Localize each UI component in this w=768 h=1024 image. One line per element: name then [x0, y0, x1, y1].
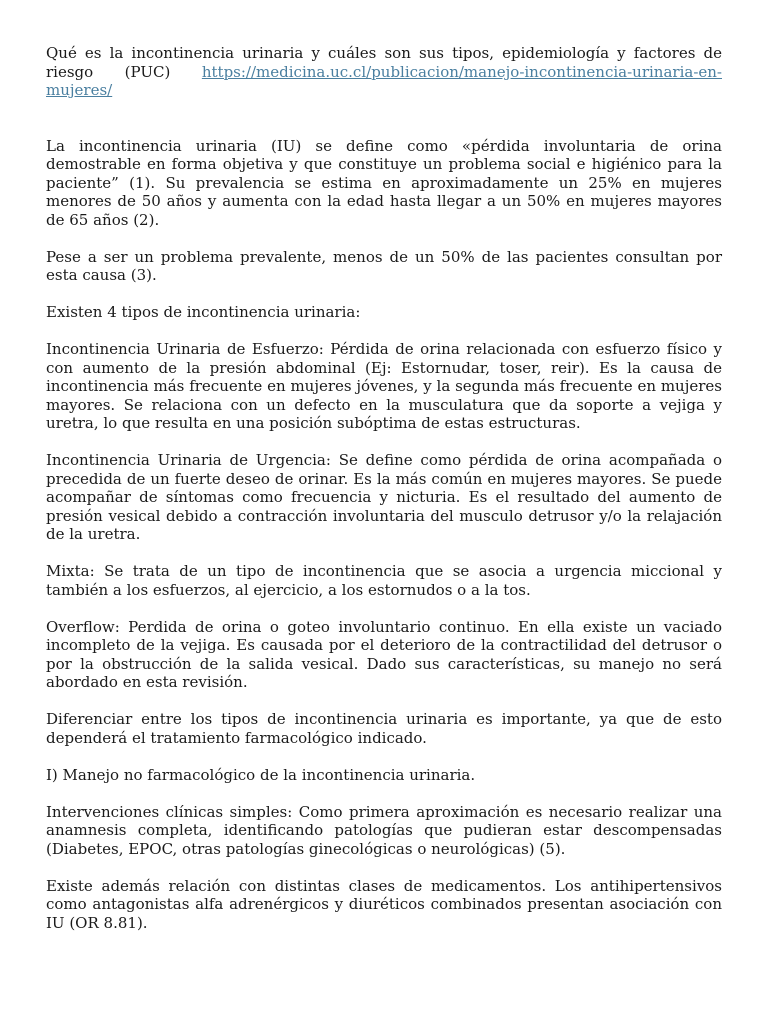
paragraph-differentiation: Diferenciar entre los tipos de incontinencia urinaria es importante, ya que de esto dependerá el tratamiento farmacológico indicado. — [46, 710, 722, 747]
paragraph-mixed-incontinence: Mixta: Se trata de un tipo de incontinencia que se asocia a urgencia miccional y también a los esfuerzos, al ejercicio, a los estornudos o a la tos. — [46, 562, 722, 599]
document-page — [46, 44, 722, 951]
intro-paragraph — [46, 44, 722, 100]
paragraph-overflow-incontinence: Overflow: Perdida de orina o goteo involuntario continuo. En ella existe un vaciado incompleto de la vejiga. Es causada por el deterioro de la contractilidad del detrusor o por la obstrucción de la salida vesical. Dado sus características, su manejo no será abordado en esta revisión. — [46, 617, 722, 691]
paragraph-types-intro: Existen 4 tipos de incontinencia urinaria: — [46, 303, 361, 321]
source-link[interactable]: https://medicina.uc.cl/publicacion/manejo-incontinencia-urinaria-en-mujeres/ — [46, 62, 722, 99]
paragraph-definition: La incontinencia urinaria (IU) se define como «pérdida involuntaria de orina demostrable en forma objetiva y que constituye un problema social e higiénico para la paciente” (1). Su prevalencia se estima en aproximadamente un 25% en mujeres menores de 50 años y aumenta con la edad hasta llegar a un 50% en mujeres mayores de 65 años (2). — [46, 136, 722, 229]
paragraph-urge-incontinence: Incontinencia Urinaria de Urgencia: Se define como pérdida de orina acompañada o precedida de un fuerte deseo de orinar. Es la más común en mujeres mayores. Se puede acompañar de síntomas como frecuencia y nicturia. Es el resultado del aumento de presión vesical debido a contracción involuntaria del musculo detrusor y/o la relajación de la uretra. — [46, 451, 722, 543]
paragraph-medications: Existe además relación con distintas clases de medicamentos. Los antihipertensivos como antagonistas alfa adrenérgicos y diuréticos combinados presentan asociación con IU (OR 8.81). — [46, 876, 722, 932]
paragraph-stress-incontinence: Incontinencia Urinaria de Esfuerzo: Pérdida de orina relacionada con esfuerzo físico y con aumento de la presión abdominal (Ej: Estornudar, toser, reir). Es la causa de incontinencia más frecuente en mujeres jóvenes, y la segunda más frecuente en mujeres mayores. Se relaciona con un defecto en la musculatura que da soporte a vejiga y uretra, lo que resulta en una posición subóptima de estas estructuras. — [46, 340, 722, 432]
section-heading-nonpharmacological: I) Manejo no farmacológico de la incontinencia urinaria. — [46, 765, 476, 784]
paragraph-clinical-interventions: Intervenciones clínicas simples: Como primera aproximación es necesario realizar una anamnesis completa, identificando patologías que pudieran estar descompensadas (Diabetes, EPOC, otras patologías ginecológicas o neurológicas) (5). — [46, 802, 722, 858]
paragraph-prevalence: Pese a ser un problema prevalente, menos de un 50% de las pacientes consultan por esta causa (3). — [46, 247, 722, 284]
intro-text: Qué es la incontinencia urinaria y cuáles son sus tipos, epidemiología y factores de riesgo (PUC) — [46, 44, 722, 81]
